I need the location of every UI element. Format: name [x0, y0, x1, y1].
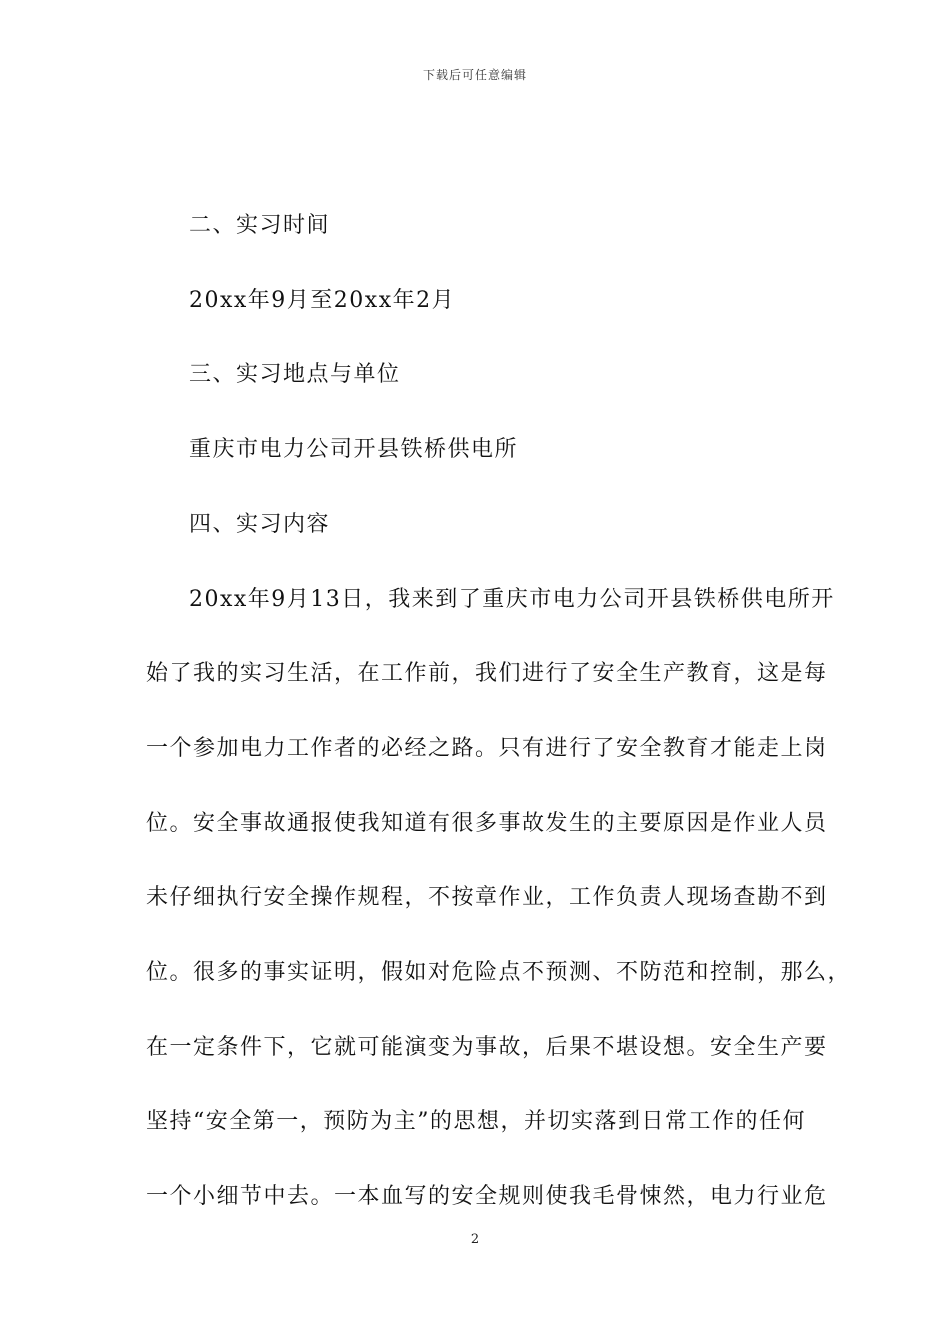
section-heading-time: 二、实习时间 [189, 213, 331, 238]
section-heading-place: 三、实习地点与单位 [189, 362, 401, 387]
page-number: 2 [470, 1232, 480, 1247]
body-line: 20xx年9月13日，我来到了重庆市电力公司开县铁桥供电所开 [189, 587, 835, 612]
body-line: 位。安全事故通报使我知道有很多事故发生的主要原因是作业人员 [146, 811, 828, 836]
body-line: 一个小细节中去。一本血写的安全规则使我毛骨悚然，电力行业危 [146, 1184, 828, 1209]
body-line: 位。很多的事实证明，假如对危险点不预测、不防范和控制，那么， [146, 960, 852, 985]
body-line: 未仔细执行安全操作规程，不按章作业，工作负责人现场查勘不到 [146, 885, 828, 910]
body-line: 在一定条件下，它就可能演变为事故，后果不堪设想。安全生产要 [146, 1035, 828, 1060]
body-line: 始了我的实习生活，在工作前，我们进行了安全生产教育，这是每 [146, 661, 828, 686]
body-line: 坚持“安全第一，预防为主”的思想，并切实落到日常工作的任何 [146, 1109, 806, 1134]
header-note: 下载后可任意编辑 [422, 68, 527, 82]
section-text-place: 重庆市电力公司开县铁桥供电所 [189, 437, 519, 462]
section-text-time: 20xx年9月至20xx年2月 [189, 288, 456, 313]
body-line: 一个参加电力工作者的必经之路。只有进行了安全教育才能走上岗 [146, 736, 828, 761]
section-heading-content: 四、实习内容 [189, 512, 331, 537]
